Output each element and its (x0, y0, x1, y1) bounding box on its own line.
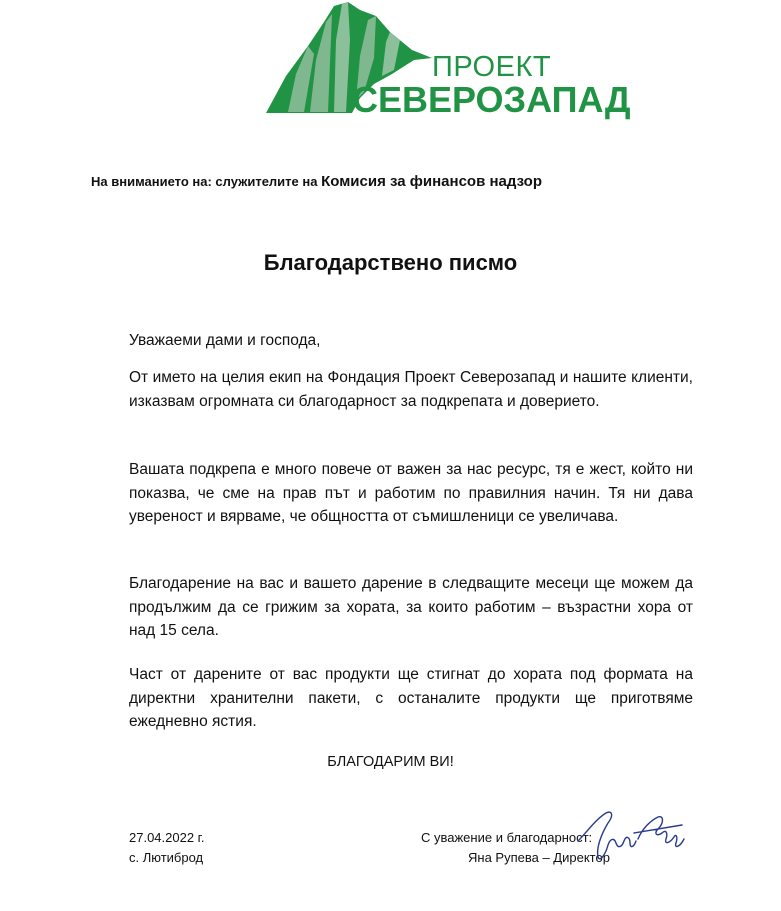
salutation: Уважаеми дами и господа, (129, 332, 321, 349)
closing-line: С уважение и благодарност: (421, 830, 593, 845)
letter-date: 27.04.2022 г. (129, 830, 205, 845)
letter-place: с. Лютиброд (129, 850, 204, 865)
logo (264, 0, 631, 124)
logo-text-line1: ПРОЕКТ (432, 51, 552, 83)
letter-title: Благодарствено писмо (263, 250, 518, 275)
attention-prefix: На вниманието на: служителите на (91, 174, 322, 189)
paragraph: Вашата подкрепа е много повече от важен за нас ресурс, тя е жест, който ни показва, че сме на прав път и работим по правилния начин. Тя ни дава увереност и вярваме, че общността от съмишленици се увеличава. (129, 461, 693, 525)
thank-you-line: БЛАГОДАРИМ ВИ! (327, 754, 454, 770)
paragraph: Част от дарените от вас продукти ще стигнат до хората под формата на директни хранителни пакети, с останалите продукти ще приготвяме ежедневно ястия. (129, 666, 693, 730)
attention-line (91, 172, 542, 192)
signer-name: Яна Рупева – Директор (468, 850, 610, 865)
handwritten-signature (572, 803, 690, 865)
paragraph: От името на целия екип на Фондация Проект Северозапад и нашите клиенти, изказвам огромната си благодарност за подкрепата и доверието. (129, 369, 693, 410)
attention-organization: Комисия за финансов надзор (321, 173, 542, 190)
logo-text-line2: СЕВЕРОЗАПАД (352, 79, 631, 120)
paragraph: Благодарение на вас и вашето дарение в следващите месеци ще можем да продължим да се грижим за хората, за които работим – възрастни хора от над 15 села. (129, 575, 693, 639)
